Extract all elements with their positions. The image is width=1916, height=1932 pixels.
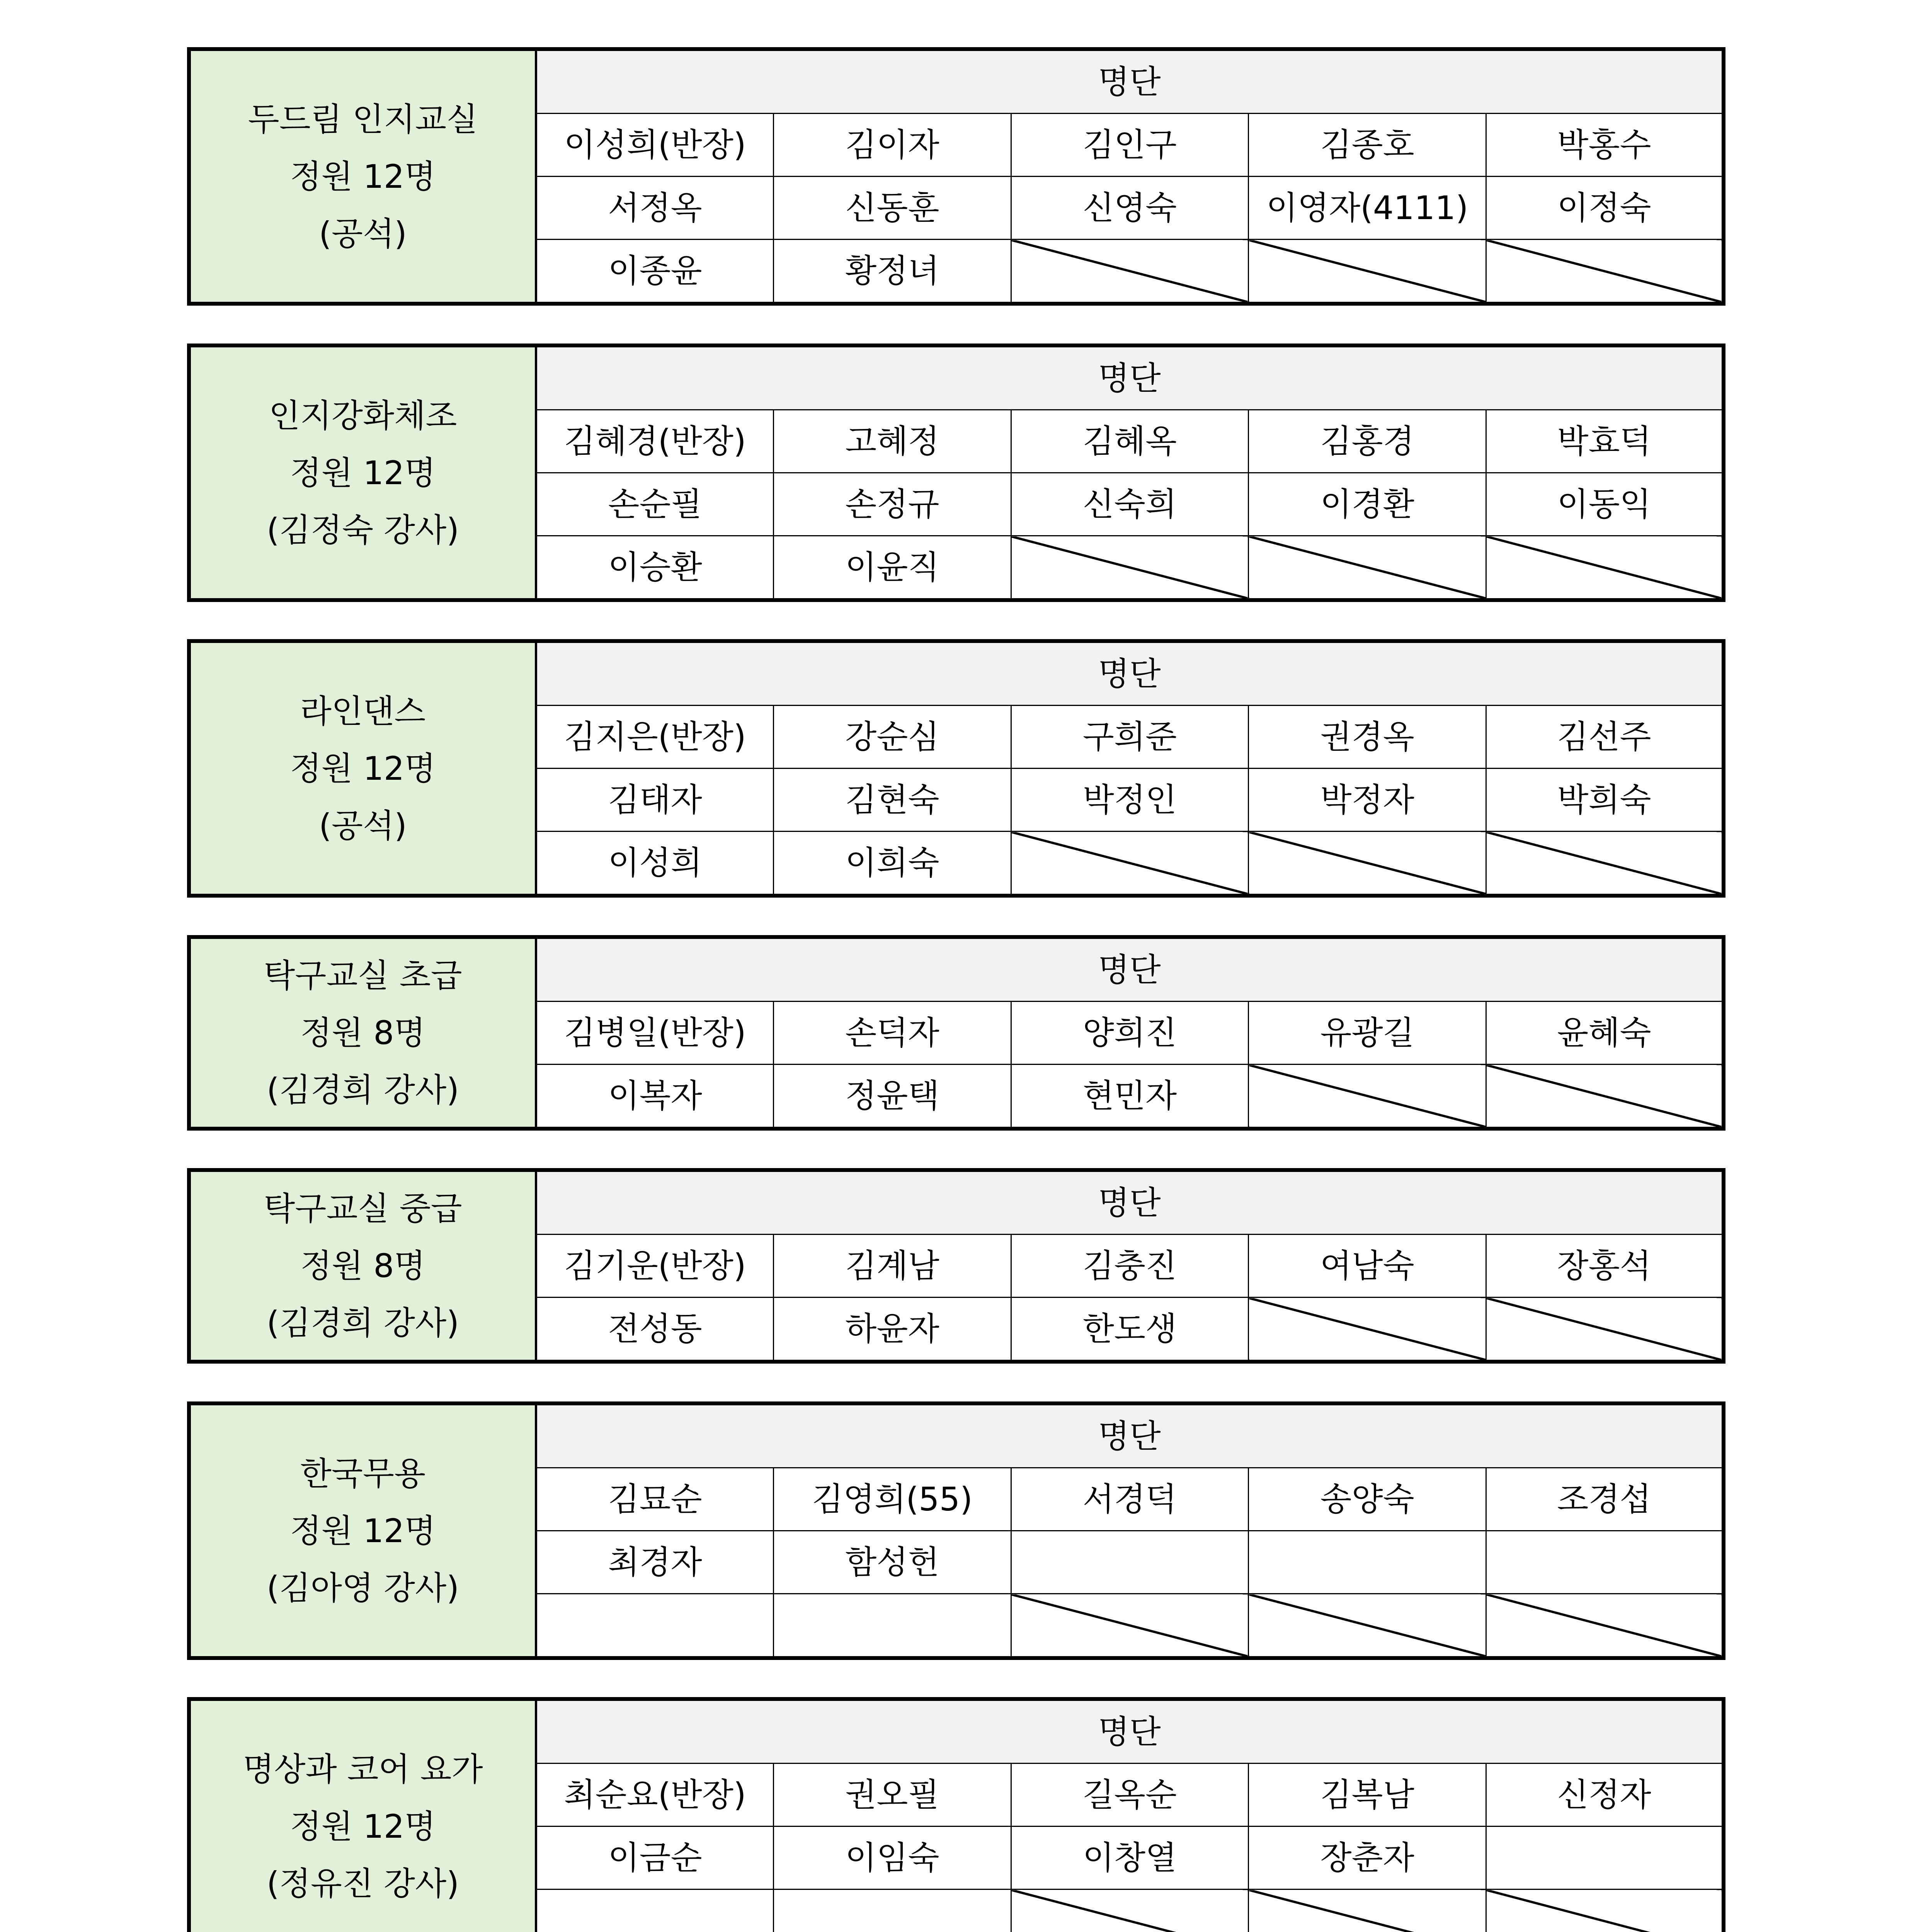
program-capacity: 정원 12명 bbox=[290, 1512, 436, 1550]
program-capacity: 정원 8명 bbox=[300, 1247, 425, 1285]
member-cell: 손덕자 bbox=[774, 1002, 1011, 1065]
member-cell: 이임숙 bbox=[774, 1827, 1011, 1889]
member-cell: 함성헌 bbox=[774, 1531, 1011, 1594]
empty-slot bbox=[774, 1889, 1011, 1932]
program-info-cell bbox=[189, 1403, 536, 1658]
empty-slot-slashed bbox=[1011, 832, 1249, 896]
member-cell: 이희숙 bbox=[774, 832, 1011, 896]
empty-slot-slashed bbox=[1486, 536, 1724, 600]
empty-slot-slashed bbox=[1249, 1298, 1486, 1362]
program-info-cell bbox=[189, 641, 536, 896]
member-cell: 이승환 bbox=[536, 536, 774, 600]
program-block bbox=[187, 1401, 1725, 1660]
member-cell: 김선주 bbox=[1486, 706, 1724, 769]
member-cell: 김혜옥 bbox=[1011, 410, 1249, 473]
empty-slot-slashed bbox=[1249, 240, 1486, 304]
member-cell: 최순요(반장) bbox=[536, 1764, 774, 1827]
roster-header: 명단 bbox=[536, 1403, 1724, 1468]
program-name: 명상과 코어 요가 bbox=[243, 1750, 483, 1788]
member-cell: 최경자 bbox=[536, 1531, 774, 1594]
empty-slot-slashed bbox=[1486, 1065, 1724, 1129]
program-name: 두드림 인지교실 bbox=[248, 100, 478, 138]
empty-slot-slashed bbox=[1011, 1594, 1249, 1658]
empty-slot-slashed bbox=[1011, 240, 1249, 304]
program-teacher: (김아영 강사) bbox=[267, 1569, 459, 1607]
member-cell: 김병일(반장) bbox=[536, 1002, 774, 1065]
member-cell: 이정숙 bbox=[1486, 177, 1724, 240]
member-cell: 김이자 bbox=[774, 114, 1011, 177]
empty-slot bbox=[774, 1594, 1011, 1658]
member-cell: 이경환 bbox=[1249, 473, 1486, 536]
member-cell: 유광길 bbox=[1249, 1002, 1486, 1065]
empty-slot bbox=[1486, 1531, 1724, 1594]
member-cell: 이동익 bbox=[1486, 473, 1724, 536]
member-cell: 김홍경 bbox=[1249, 410, 1486, 473]
member-cell: 강순심 bbox=[774, 706, 1011, 769]
program-teacher: (김정숙 강사) bbox=[267, 511, 459, 549]
roster-header: 명단 bbox=[536, 937, 1724, 1002]
program-teacher: (김경희 강사) bbox=[267, 1304, 459, 1342]
empty-slot-slashed bbox=[1249, 1065, 1486, 1129]
empty-slot-slashed bbox=[1486, 1594, 1724, 1658]
program-block bbox=[187, 1697, 1725, 1932]
member-cell: 권오필 bbox=[774, 1764, 1011, 1827]
member-cell: 여남숙 bbox=[1249, 1235, 1486, 1298]
program-name: 한국무용 bbox=[300, 1454, 426, 1493]
empty-slot-slashed bbox=[1249, 1594, 1486, 1658]
program-capacity: 정원 12명 bbox=[290, 749, 436, 787]
empty-slot-slashed bbox=[1011, 1889, 1249, 1932]
program-block bbox=[187, 935, 1725, 1131]
roster-header: 명단 bbox=[536, 345, 1724, 410]
program-capacity: 정원 8명 bbox=[300, 1014, 425, 1052]
empty-slot bbox=[1249, 1531, 1486, 1594]
program-block bbox=[187, 47, 1725, 306]
program-block bbox=[187, 1168, 1725, 1364]
program-name: 탁구교실 중급 bbox=[264, 1190, 462, 1228]
program-capacity: 정원 12명 bbox=[290, 454, 436, 492]
member-cell: 한도생 bbox=[1011, 1298, 1249, 1362]
member-cell: 박정인 bbox=[1011, 769, 1249, 832]
member-cell: 이금순 bbox=[536, 1827, 774, 1889]
member-cell: 이복자 bbox=[536, 1065, 774, 1129]
roster-header: 명단 bbox=[536, 1170, 1724, 1235]
member-cell: 정윤택 bbox=[774, 1065, 1011, 1129]
member-cell: 하윤자 bbox=[774, 1298, 1011, 1362]
member-cell: 서경덕 bbox=[1011, 1468, 1249, 1531]
member-cell: 신정자 bbox=[1486, 1764, 1724, 1827]
empty-slot-slashed bbox=[1249, 536, 1486, 600]
program-name: 탁구교실 초급 bbox=[264, 957, 462, 995]
member-cell: 전성동 bbox=[536, 1298, 774, 1362]
member-cell: 박정자 bbox=[1249, 769, 1486, 832]
member-cell: 신영숙 bbox=[1011, 177, 1249, 240]
member-cell: 길옥순 bbox=[1011, 1764, 1249, 1827]
member-cell: 이성희 bbox=[536, 832, 774, 896]
member-cell: 조경섭 bbox=[1486, 1468, 1724, 1531]
program-info-cell bbox=[189, 937, 536, 1129]
program-info-cell bbox=[189, 1170, 536, 1362]
member-cell: 박효덕 bbox=[1486, 410, 1724, 473]
member-cell: 현민자 bbox=[1011, 1065, 1249, 1129]
member-cell: 이창열 bbox=[1011, 1827, 1249, 1889]
program-info-cell bbox=[189, 1699, 536, 1932]
member-cell: 구희준 bbox=[1011, 706, 1249, 769]
program-teacher: (정유진 강사) bbox=[267, 1864, 459, 1903]
empty-slot bbox=[536, 1889, 774, 1932]
program-block bbox=[187, 344, 1725, 602]
program-name: 라인댄스 bbox=[300, 692, 426, 730]
member-cell: 김기운(반장) bbox=[536, 1235, 774, 1298]
program-block bbox=[187, 639, 1725, 898]
empty-slot-slashed bbox=[1249, 832, 1486, 896]
member-cell: 이윤직 bbox=[774, 536, 1011, 600]
empty-slot-slashed bbox=[1486, 240, 1724, 304]
member-cell: 손순필 bbox=[536, 473, 774, 536]
member-cell: 권경옥 bbox=[1249, 706, 1486, 769]
member-cell: 신동훈 bbox=[774, 177, 1011, 240]
member-cell: 김계남 bbox=[774, 1235, 1011, 1298]
member-cell: 장홍석 bbox=[1486, 1235, 1724, 1298]
member-cell: 손정규 bbox=[774, 473, 1011, 536]
member-cell: 황정녀 bbox=[774, 240, 1011, 304]
empty-slot-slashed bbox=[1249, 1889, 1486, 1932]
member-cell: 고혜정 bbox=[774, 410, 1011, 473]
member-cell: 김혜경(반장) bbox=[536, 410, 774, 473]
member-cell: 김지은(반장) bbox=[536, 706, 774, 769]
member-cell: 송양숙 bbox=[1249, 1468, 1486, 1531]
program-capacity: 정원 12명 bbox=[290, 157, 436, 196]
member-cell: 김태자 bbox=[536, 769, 774, 832]
program-name: 인지강화체조 bbox=[269, 396, 457, 435]
empty-slot-slashed bbox=[1011, 536, 1249, 600]
empty-slot bbox=[536, 1594, 774, 1658]
program-info-cell bbox=[189, 49, 536, 304]
member-cell: 김인구 bbox=[1011, 114, 1249, 177]
member-cell: 장춘자 bbox=[1249, 1827, 1486, 1889]
member-cell: 윤혜숙 bbox=[1486, 1002, 1724, 1065]
member-cell: 박홍수 bbox=[1486, 114, 1724, 177]
member-cell: 김충진 bbox=[1011, 1235, 1249, 1298]
member-cell: 김묘순 bbox=[536, 1468, 774, 1531]
roster-header: 명단 bbox=[536, 641, 1724, 706]
empty-slot-slashed bbox=[1486, 1298, 1724, 1362]
program-teacher: (김경희 강사) bbox=[267, 1071, 459, 1109]
member-cell: 이성희(반장) bbox=[536, 114, 774, 177]
member-cell: 김종호 bbox=[1249, 114, 1486, 177]
empty-slot-slashed bbox=[1486, 832, 1724, 896]
empty-slot bbox=[1486, 1827, 1724, 1889]
member-cell: 신숙희 bbox=[1011, 473, 1249, 536]
roster-header: 명단 bbox=[536, 1699, 1724, 1764]
member-cell: 이영자(4111) bbox=[1249, 177, 1486, 240]
member-cell: 서정옥 bbox=[536, 177, 774, 240]
member-cell: 김현숙 bbox=[774, 769, 1011, 832]
program-teacher: (공석) bbox=[319, 806, 407, 845]
member-cell: 김영희(55) bbox=[774, 1468, 1011, 1531]
program-teacher: (공석) bbox=[319, 214, 407, 253]
member-cell: 박희숙 bbox=[1486, 769, 1724, 832]
member-cell: 양희진 bbox=[1011, 1002, 1249, 1065]
program-info-cell bbox=[189, 345, 536, 600]
member-cell: 이종윤 bbox=[536, 240, 774, 304]
program-capacity: 정원 12명 bbox=[290, 1807, 436, 1845]
roster-header: 명단 bbox=[536, 49, 1724, 114]
empty-slot bbox=[1011, 1531, 1249, 1594]
member-cell: 김복남 bbox=[1249, 1764, 1486, 1827]
empty-slot-slashed bbox=[1486, 1889, 1724, 1932]
